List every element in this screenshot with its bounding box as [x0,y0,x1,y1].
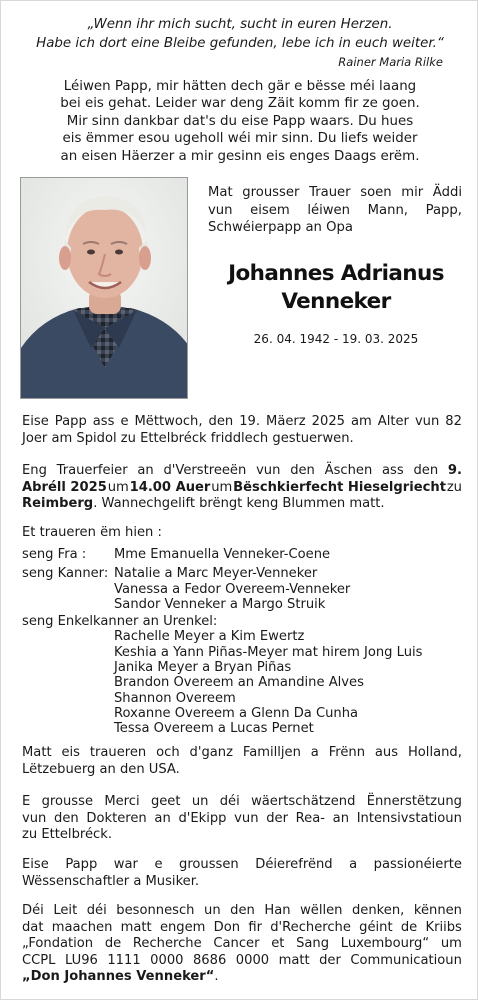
intro-word: Trauer [309,185,351,200]
intro-word: soen [360,185,392,200]
word: um [211,479,233,495]
word: den [290,463,315,478]
grandchild-name: Keshia a Yann Piñas-Meyer mat hirem Jong Luis [114,644,423,660]
word: LU96 [64,952,98,968]
word: zu [446,479,462,495]
word: grousse [41,794,94,809]
text-line: zu Ettelbréck. [22,827,112,843]
word: der [266,810,288,826]
quote-line: Habe ich dort eine Bleibe gefunden, lebe ich in euch weiter.“ [36,36,444,51]
word: Familljen [242,745,301,760]
word: an [332,810,349,826]
word: un [204,903,221,918]
word: Trauerfeier [56,463,128,478]
word: Eng [22,463,47,478]
grandchild-name: Roxanne Overeem a Glenn Da Cunha [114,705,359,721]
word: Don [213,919,241,935]
grandchild-name: Rachelle Meyer a Kim Ewertz [114,629,305,645]
word: besonnesch [116,903,195,918]
word: e [120,414,129,429]
word: vun [234,810,259,826]
word: Han [264,903,291,918]
word: Eise [22,857,49,872]
word: Déierefrënd [255,857,333,872]
word: d'ganz [189,745,233,760]
text-line [22,811,462,828]
memorial-quote [1,15,478,70]
word: 19. [239,414,261,429]
word: matt [120,919,152,935]
intro-word: eisem [250,202,290,218]
word: kënnen [413,903,462,918]
funeral-day: 9. [447,463,462,478]
intro-word: Schwéierpapp an Opa [208,220,353,235]
word: Papp [54,414,87,429]
word: Sang [296,936,330,952]
word: wäertschätzend [251,794,356,809]
word: um [107,479,129,495]
wife-row [22,547,462,562]
death-announcement [22,414,462,447]
word: Frënn [328,745,366,760]
word: Kriibs [425,919,462,935]
family-paragraph [22,745,462,778]
word: Dokteren [86,810,147,826]
word: vun [256,463,281,478]
life-dates: 26. 04. 1942 - 19. 03. 2025 [253,332,419,346]
word: déi [219,794,240,809]
child-name: Natalie a Marc Meyer-Venneker [114,566,318,582]
text-line [22,857,462,874]
word: eis [61,745,80,760]
child-name: Vanessa a Fedor Overeem-Venneker [114,581,351,597]
text-line [22,463,462,480]
word: Äschen [324,463,373,478]
word: E [22,794,31,809]
text-line [22,953,462,970]
word: de [104,936,122,952]
text-line [22,936,462,953]
word: vun [414,414,440,429]
word: Rea- [295,810,325,826]
funeral-venue: Bëschkierfecht Hieselgriecht [233,479,446,495]
word: „Fondation [22,936,94,952]
word: de [400,919,418,935]
word: a [310,745,319,760]
word: passionéierte [373,857,462,872]
word: am [350,414,372,429]
word: 82 [445,414,462,429]
text-line [22,745,462,762]
word: Déi [22,903,44,918]
word: Holland, [407,745,462,760]
mourners-list [22,547,462,737]
thanks-paragraph [22,794,462,844]
intro-line [208,219,462,237]
word: wëllen [300,903,343,918]
word: d'Recherche [270,919,351,935]
intro-line [208,184,462,202]
word: 0000 [150,952,184,968]
word: 8686 [192,952,227,968]
donation-paragraph [22,903,462,986]
portrait-illustration [21,178,188,399]
word: . [214,969,219,985]
children-label: seng Kanner: [22,566,109,582]
word: matt [278,952,310,968]
text-line [22,903,462,920]
grandchild-name: Janika Meyer a Bryan Piñas [114,660,292,676]
word: Communicatioun [350,952,462,968]
word: aus [374,745,399,760]
poem-line: eis ëmmer esou ugeholl wéi mir sinn. Du liefs weider [62,131,418,147]
word: CCPL [22,952,56,968]
word: e [154,857,163,872]
intro-word: Mann, [367,202,408,218]
word: den [208,414,234,429]
word: 1111 [107,952,141,968]
text-line [22,969,462,986]
friend-paragraph [22,857,462,890]
word: Leit [53,903,78,918]
grandchild-name: Shannon Overeem [114,690,236,706]
portrait-photo [20,177,188,399]
funeral-time: 14.00 Auer [129,479,211,495]
word: d'Ekipp [178,810,227,826]
funeral-date: Abréll 2025 [22,479,107,495]
announcement-intro [208,184,462,237]
word: Recherche [132,936,202,952]
word: Luxembourg“ [340,936,430,952]
poem-line: an eisen Häerzer a mir gesinn eis enges Daags erëm. [60,148,420,164]
word: 0000 [235,952,270,968]
child-name: Sandor Venneker a Margo Struik [114,596,326,612]
word: Alter [377,414,409,429]
poem-line: Mir sinn dankbar dat's du eise Papp waars. Du hues [66,113,414,129]
text-line [22,496,462,513]
word: den [54,810,79,826]
funeral-details [22,463,462,513]
word: Merci [104,794,140,809]
funeral-place: Reimberg [22,496,94,512]
word: un [191,794,209,809]
word: an [154,810,171,826]
word: engem [159,919,206,935]
poem-line: Léiwen Papp, mir hätten dech gär e bësse méi laang [63,79,417,94]
grandchildren-label: seng Enkelkanner an Urenkel: [22,614,218,630]
quote-line: „Wenn ihr mich sucht, sucht in euren Herzen. [87,17,393,32]
word: Mëttwoch, [134,414,203,429]
intro-word: Mat [208,185,233,200]
word: Papp [65,857,98,872]
word: Mäerz [266,414,306,429]
quote-author: Rainer Maria Rilke [338,55,443,69]
word: den [413,463,439,478]
word: et [271,936,285,952]
word: fir [248,919,262,935]
word: an [137,463,154,478]
word: géint [359,919,393,935]
text-line: Lëtzebuerg an den USA. [22,761,180,777]
text-line [22,920,462,937]
word: Ënnerstëtzung [366,794,462,809]
word: geet [150,794,181,809]
word: ass [92,414,115,429]
intro-word: vun [208,202,233,218]
text-line: Joer am Spidol zu Ettelbréck friddlech gestuerwen. [22,430,354,446]
word: denken, [352,903,405,918]
intro-word: mir [401,185,424,200]
poem-line: bei eis gehat. Leider war deng Zäit komm fir ze goen. [60,96,420,112]
word: war [113,857,138,872]
word: ass [382,463,404,478]
word: dat [22,919,44,935]
grandchild-name: Brandon Overeem an Amandine Alves [114,675,364,691]
wife-label: seng Fra : [22,547,87,562]
farewell-poem [1,78,478,165]
mourners-heading: Et traueren ëm hien : [22,525,162,540]
funeral-note: . Wannechgelift brëngt keng Blummen matt. [93,496,385,512]
deceased-first-names: Johannes Adrianus [228,261,444,286]
intro-word: Äddi [432,185,462,200]
word: groussen [179,857,239,872]
word: Cancer [213,936,260,952]
word: Intensivstatioun [356,810,462,826]
donation-reference: „Don Johannes Venneker“ [22,969,215,985]
intro-word: Papp, [425,202,462,218]
word: um [440,936,462,952]
word: déi [86,903,107,918]
text-line: Wëssenschaftler a Musiker. [22,873,200,889]
text-line [22,480,462,497]
word: a [349,857,358,872]
intro-word: léiwen [307,202,351,218]
intro-word: grousser [242,185,300,200]
text-line [22,414,462,431]
text-line [22,794,462,811]
deceased-name [201,260,471,316]
word: Matt [22,745,52,760]
deceased-surname: Venneker [281,289,391,314]
children-row [22,566,462,581]
grandchild-name: Tessa Overeem a Lucas Pernet [114,721,314,737]
word: vun [22,810,47,826]
intro-line [208,202,462,220]
word: d'Verstreeën [163,463,247,478]
word: Eise [22,414,49,429]
word: maachen [51,919,113,935]
word: och [156,745,180,760]
word: 2025 [311,414,345,429]
word: traueren [89,745,147,760]
wife-name: Mme Emanuella Venneker-Coene [114,547,331,562]
word: der [319,952,341,968]
word: den [230,903,255,918]
